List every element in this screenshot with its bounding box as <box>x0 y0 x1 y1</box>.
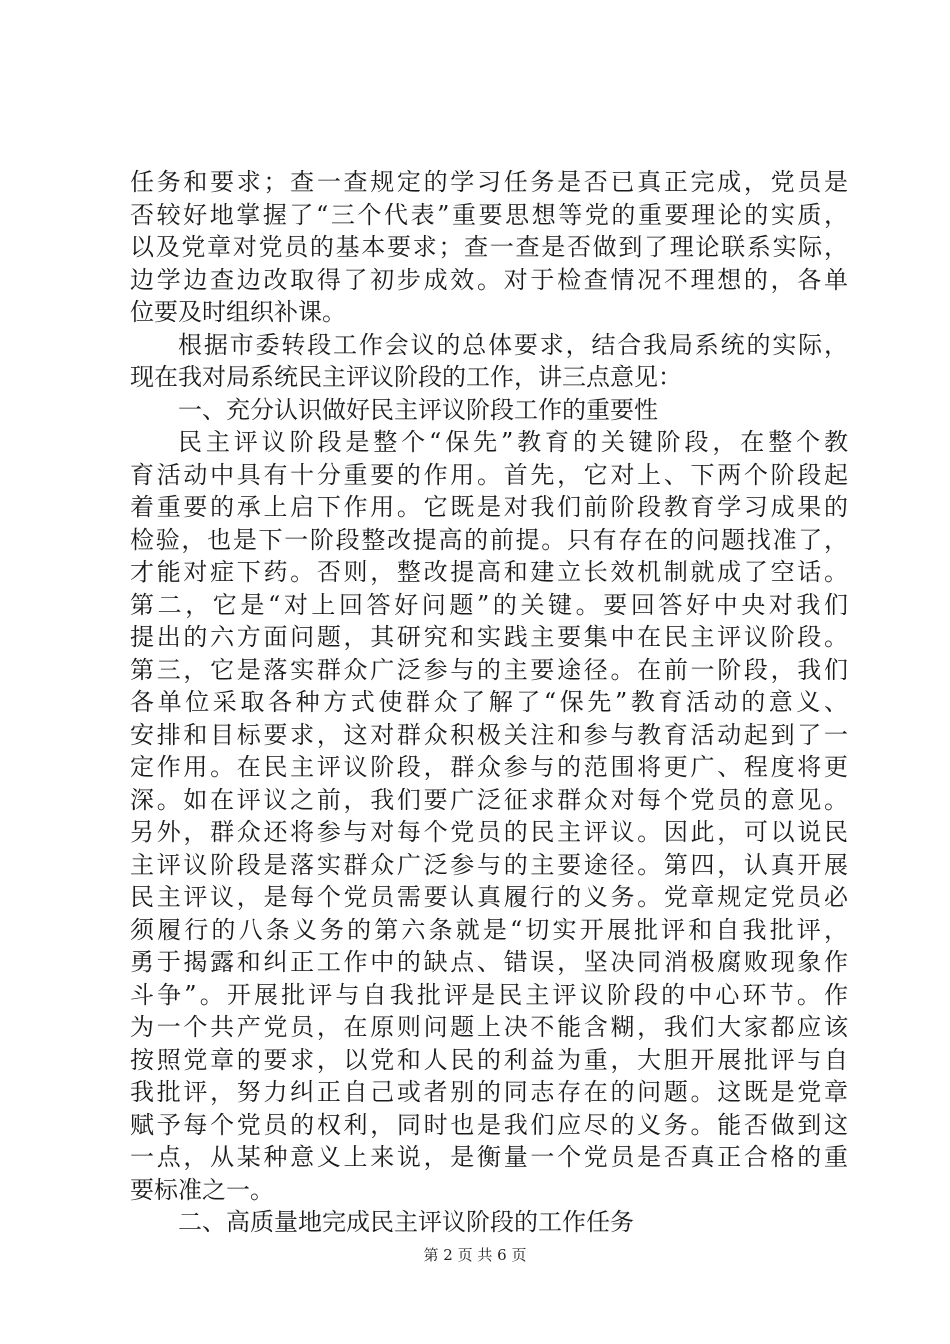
text-line: 赋予每个党员的权利，同时也是我们应尽的义务。能否做到这 <box>130 1110 848 1139</box>
text-line: 育活动中具有十分重要的作用。首先，它对上、下两个阶段起 <box>130 460 848 489</box>
text-line: 民主评议阶段是整个“保先”教育的关键阶段，在整个教 <box>178 428 848 456</box>
text-line: 位要及时组织补课。 <box>130 298 346 326</box>
text-line: 根据市委转段工作会议的总体要求，结合我局系统的实际， <box>178 330 848 359</box>
page-number-footer: 第 2 页 共 6 页 <box>423 1246 527 1264</box>
text-line: 检验，也是下一阶段整改提高的前提。只有存在的问题找准了， <box>130 525 848 554</box>
text-line: 主评议阶段是落实群众广泛参与的主要途径。第四，认真开展 <box>130 850 848 879</box>
text-line: 否较好地掌握了“三个代表”重要思想等党的重要理论的实质， <box>130 200 848 229</box>
text-line: 以及党章对党员的基本要求；查一查是否做到了理论联系实际， <box>130 233 848 261</box>
text-line: 着重要的承上启下作用。它既是对我们前阶段教育学习成果的 <box>130 493 848 521</box>
text-line: 各单位采取各种方式使群众了解了“保先”教育活动的意义、 <box>130 688 848 716</box>
text-line: 任务和要求；查一查规定的学习任务是否已真正完成，党员是 <box>130 168 848 196</box>
text-line: 勇于揭露和纠正工作中的缺点、错误，坚决同消极腐败现象作 <box>130 948 848 976</box>
section-heading: 二、高质量地完成民主评议阶段的工作任务 <box>178 1208 634 1236</box>
text-line: 我批评，努力纠正自己或者别的同志存在的问题。这既是党章 <box>130 1078 848 1106</box>
text-line: 现在我对局系统民主评议阶段的工作，讲三点意见： <box>130 363 682 391</box>
text-line: 才能对症下药。否则，整改提高和建立长效机制就成了空话。 <box>130 558 848 586</box>
text-line: 定作用。在民主评议阶段，群众参与的范围将更广、程度将更 <box>130 753 848 781</box>
text-line: 斗争”。开展批评与自我批评是民主评议阶段的中心环节。作 <box>130 980 848 1009</box>
text-line: 须履行的八条义务的第六条就是“切实开展批评和自我批评， <box>130 915 848 944</box>
body-text <box>130 166 848 1239</box>
text-line: 按照党章的要求，以党和人民的利益为重，大胆开展批评与自 <box>130 1045 848 1074</box>
text-line: 第三，它是落实群众广泛参与的主要途径。在前一阶段，我们 <box>130 655 848 684</box>
text-line: 为一个共产党员，在原则问题上决不能含糊，我们大家都应该 <box>130 1013 848 1041</box>
section-heading: 一、充分认识做好民主评议阶段工作的重要性 <box>178 395 658 424</box>
text-line: 民主评议，是每个党员需要认真履行的义务。党章规定党员必 <box>130 883 848 911</box>
text-line: 另外，群众还将参与对每个党员的民主评议。因此，可以说民 <box>130 818 848 846</box>
text-line: 安排和目标要求，这对群众积极关注和参与教育活动起到了一 <box>130 720 848 749</box>
text-line: 提出的六方面问题，其研究和实践主要集中在民主评议阶段。 <box>130 623 848 651</box>
text-line: 边学边查边改取得了初步成效。对于检查情况不理想的，各单 <box>130 265 848 294</box>
text-line: 一点，从某种意义上来说，是衡量一个党员是否真正合格的重 <box>130 1143 848 1171</box>
text-line: 第二，它是“对上回答好问题”的关键。要回答好中央对我们 <box>130 590 848 619</box>
text-line: 要标准之一。 <box>130 1175 274 1204</box>
text-line: 深。如在评议之前，我们要广泛征求群众对每个党员的意见。 <box>130 785 848 814</box>
